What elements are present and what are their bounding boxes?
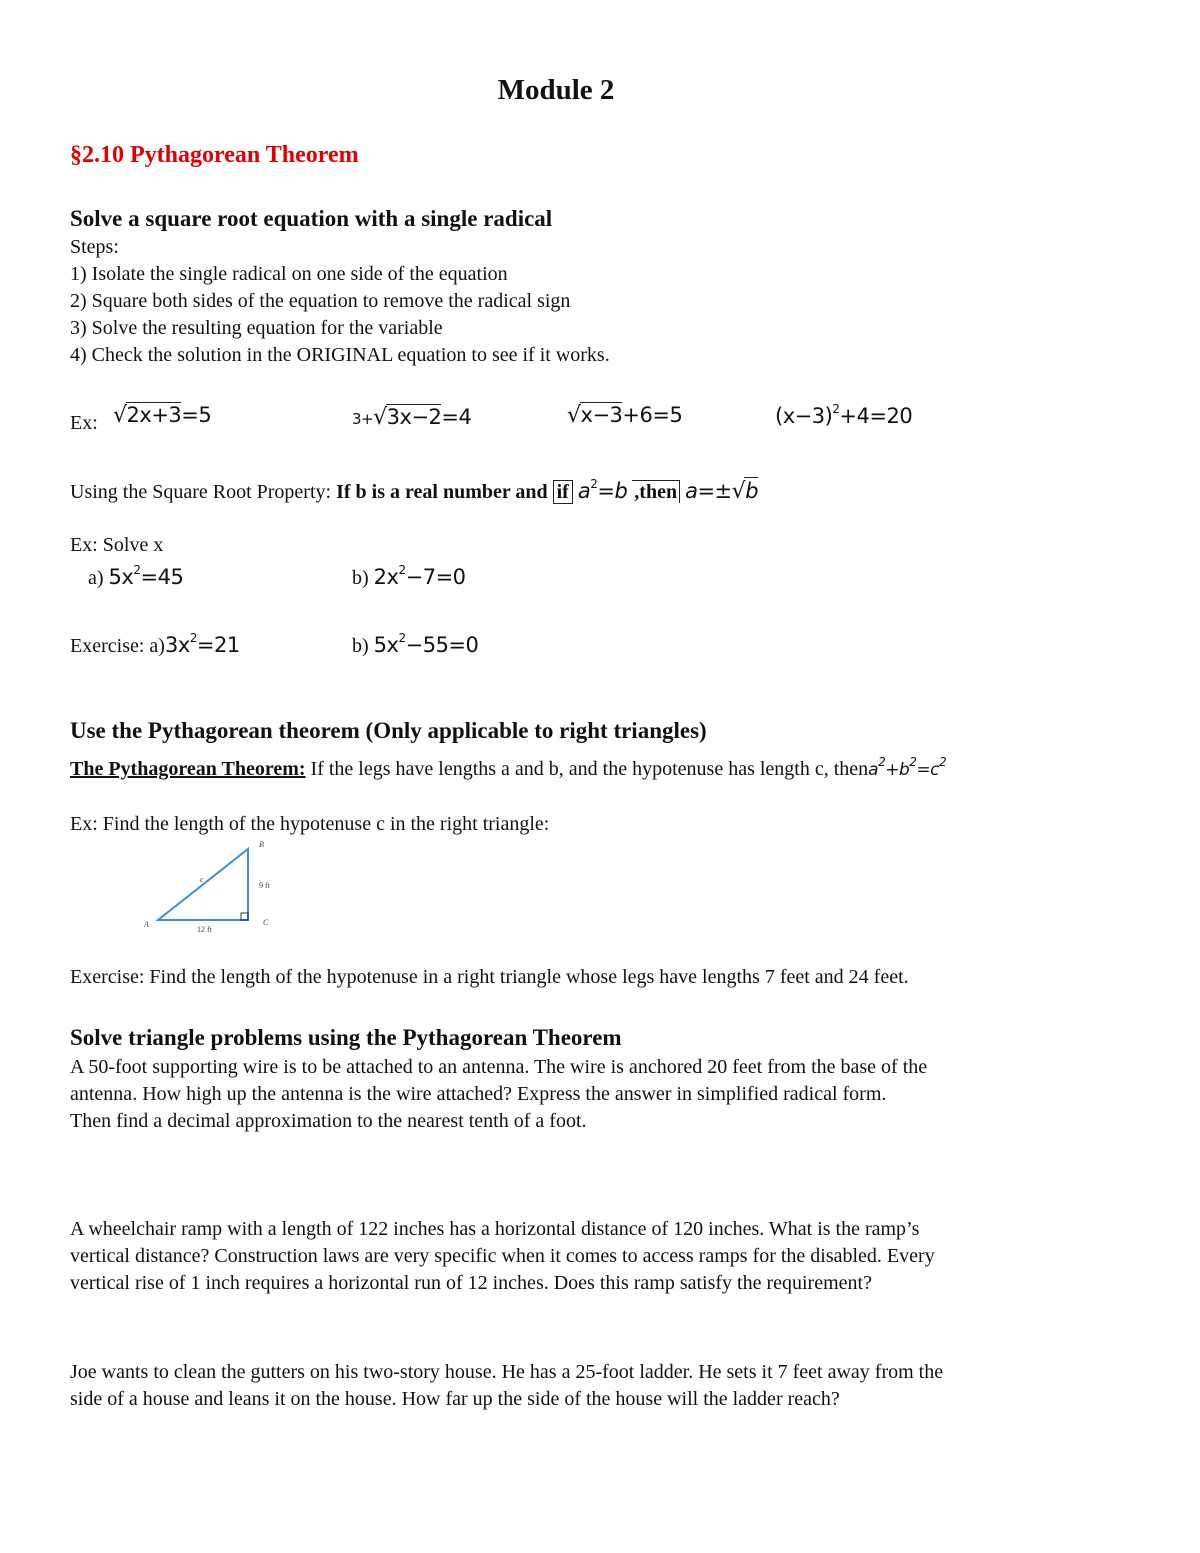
problem-ladder-line-2: side of a house and leans it on the house. How far up the side of the house will the ladder reach? (70, 1388, 840, 1410)
property-lead: Using the Square Root Property: (70, 481, 337, 503)
f-b-exp: 2 (909, 755, 917, 770)
right-angle-marker (241, 913, 248, 920)
step-3: 3) Solve the resulting equation for the variable (70, 317, 443, 339)
equation (165, 633, 240, 657)
f-eq: =c (916, 760, 940, 780)
equation-prefix: 3+ (352, 410, 374, 428)
vertex-a-label: A (144, 920, 149, 929)
theorem-label: The Pythagorean Theorem: (70, 758, 306, 780)
then-box: ,then (632, 480, 680, 503)
step-2: 2) Square both sides of the equation to remove the radical sign (70, 290, 571, 312)
heading-pythagorean-theorem: Use the Pythagorean theorem (Only applicable to right triangles) (70, 718, 707, 743)
exp: 2 (590, 477, 598, 491)
example-equation-4 (775, 404, 912, 428)
vertex-c-label: C (263, 918, 269, 927)
equation-rest: +6=5 (622, 403, 683, 427)
exercise-1-b (352, 632, 478, 660)
problem-antenna-line-3: Then find a decimal approximation to the nearest tenth of a foot. (70, 1110, 587, 1132)
solve-x-a (88, 564, 183, 592)
equation (374, 633, 479, 657)
exp: 2 (398, 563, 406, 577)
equation-base: (x−3) (775, 404, 833, 428)
equation-rest: =4 (441, 405, 472, 429)
part-label: b) (352, 567, 369, 589)
theorem-text: If the legs have lengths a and b, and the hypotenuse has length c, then (305, 758, 869, 780)
equation-rest: =5 (181, 403, 212, 427)
problem-ramp-line-2: vertical distance? Construction laws are very specific when it comes to access ramps for the disabled. Every (70, 1245, 935, 1267)
step-4: 4) Check the solution in the ORIGINAL equation to see if it works. (70, 344, 610, 366)
equation-rest: +4=20 (839, 404, 913, 428)
step-1: 1) Isolate the single radical on one side of the equation (70, 263, 508, 285)
part-label: a) (88, 567, 104, 589)
eq-rest: −55=0 (405, 633, 479, 657)
example-label: Ex: (70, 412, 98, 434)
heading-square-root-equation: Solve a square root equation with a single radical (70, 206, 553, 231)
radicand: x−3 (580, 403, 623, 427)
eq-rest: =21 (196, 633, 240, 657)
if-box: if (553, 480, 573, 504)
f-a: a (868, 760, 879, 780)
eq-pre: 3x (164, 633, 190, 657)
property-equation-2: a=±√b (685, 479, 759, 504)
triangle-shape (158, 849, 248, 920)
hypotenuse-example: Ex: Find the length of the hypotenuse c in the right triangle: (70, 813, 550, 835)
square-root-property (70, 477, 758, 506)
eq-pre: 5x (373, 633, 399, 657)
eq-pre: 5x (108, 565, 134, 589)
eq-pre: 2x (373, 565, 399, 589)
section-title: §2.10 Pythagorean Theorem (70, 142, 359, 168)
example-equation-1: √2x+3=5 (113, 403, 212, 428)
example-equation-3: √x−3+6=5 (567, 403, 683, 428)
property-condition: If b is a real number and (336, 481, 548, 503)
eq-lead: a=± (685, 479, 732, 503)
problem-antenna-line-1: A 50-foot supporting wire is to be attached to an antenna. The wire is anchored 20 feet from the base of the (70, 1056, 928, 1078)
exercise-1-a (70, 632, 240, 660)
f-plus: +b (885, 760, 910, 780)
exercise-label: Exercise: a) (70, 635, 165, 657)
eq-rest: −7=0 (405, 565, 466, 589)
equation (374, 565, 466, 589)
hypotenuse-exercise: Exercise: Find the length of the hypotenuse in a right triangle whose legs have lengths 7 feet and 24 feet. (70, 966, 909, 988)
solve-x-b (352, 564, 466, 592)
equation (109, 565, 184, 589)
equation-exponent: 2 (832, 402, 840, 416)
radicand: 3x−2 (386, 405, 442, 429)
radicand: b (745, 479, 759, 503)
exp: 2 (398, 631, 406, 645)
exp: 2 (189, 631, 197, 645)
theorem-statement (70, 756, 946, 784)
part-label: b) (352, 635, 369, 657)
eq-rest: =45 (140, 565, 184, 589)
hypotenuse-label: c (200, 875, 204, 884)
property-equation-1 (578, 479, 627, 503)
f-a-exp: 2 (878, 755, 886, 770)
heading-triangle-problems: Solve triangle problems using the Pythagorean Theorem (70, 1025, 622, 1050)
exp: 2 (133, 563, 141, 577)
problem-antenna-line-2: antenna. How high up the antenna is the wire attached? Express the answer in simplified radical form. (70, 1083, 887, 1105)
right-triangle-figure (140, 836, 290, 940)
side-bc-label: 9 ft (259, 881, 270, 890)
solve-x-label: Ex: Solve x (70, 534, 164, 556)
page-title: Module 2 (497, 74, 615, 106)
theorem-formula (868, 755, 947, 780)
radicand: 2x+3 (126, 403, 182, 427)
side-ac-label: 12 ft (197, 925, 212, 934)
problem-ramp-line-1: A wheelchair ramp with a length of 122 inches has a horizontal distance of 120 inches. What is the ramp’s (70, 1218, 920, 1240)
eq-rest: =b (597, 479, 628, 503)
problem-ladder-line-1: Joe wants to clean the gutters on his two-story house. He has a 25-foot ladder. He sets it 7 feet away from the (70, 1361, 944, 1383)
var-a: a (577, 479, 591, 503)
vertex-b-label: B (259, 840, 264, 849)
problem-ramp-line-3: vertical rise of 1 inch requires a horizontal run of 12 inches. Does this ramp satisfy the requirement? (70, 1272, 872, 1294)
f-c-exp: 2 (939, 755, 947, 770)
example-equation-2: 3+√3x−2=4 (352, 405, 472, 430)
steps-label: Steps: (70, 236, 119, 258)
